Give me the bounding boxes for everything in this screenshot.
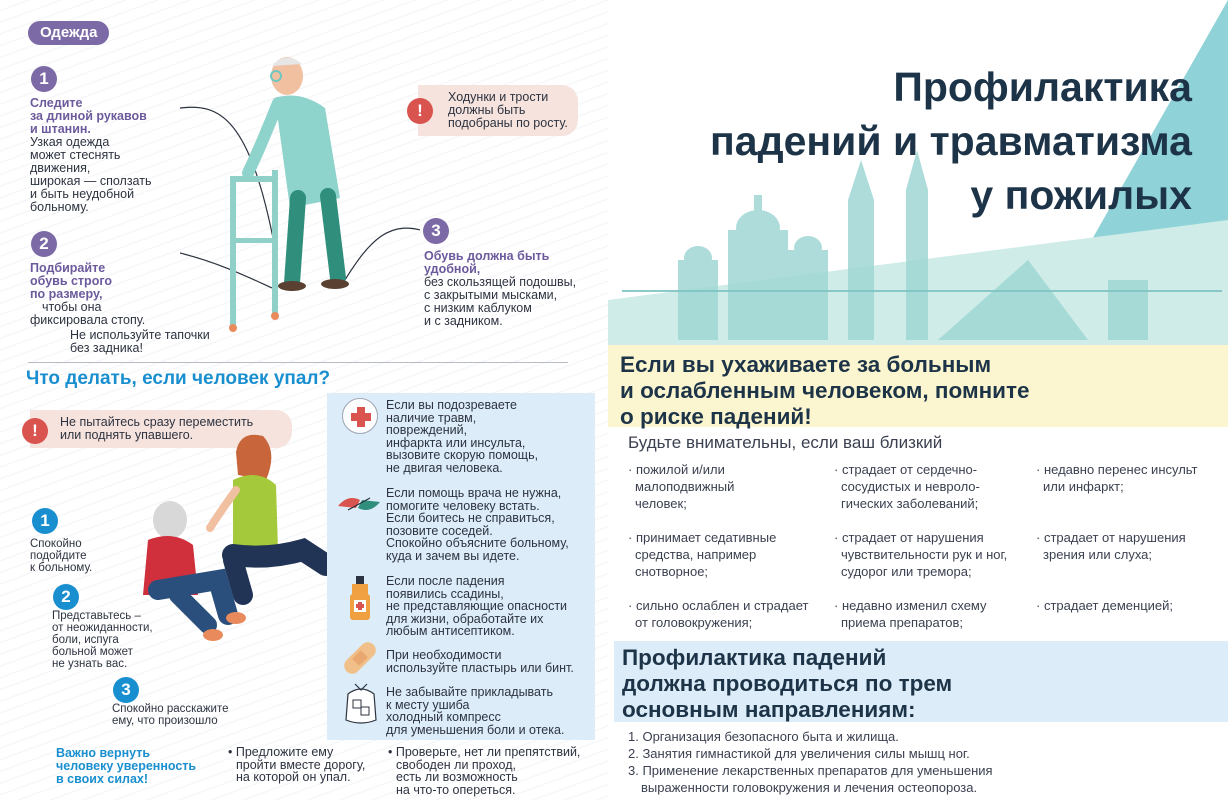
warning-line: подобраны по росту. xyxy=(448,116,568,130)
tip-line: не двигая человека. xyxy=(386,460,503,475)
walker-warning xyxy=(418,85,578,136)
tip-line: используйте пластырь или бинт. xyxy=(386,660,574,675)
step-text-line: Представьтесь – xyxy=(52,610,141,622)
warning-line: Ходунки и трости xyxy=(448,90,549,104)
risk-line: · принимает седативные xyxy=(628,530,777,545)
risk-line: гических заболеваний; xyxy=(841,496,979,511)
warning-icon: ! xyxy=(407,98,433,124)
tip-bandage xyxy=(386,649,591,674)
tip-line: позовите соседей. xyxy=(386,523,493,538)
risk-item xyxy=(628,529,828,597)
step-text-line: Спокойно xyxy=(30,538,82,550)
cold-compress-icon xyxy=(342,680,380,726)
hero-title-line: Профилактика xyxy=(893,64,1192,110)
risk-item xyxy=(1036,597,1226,614)
risk-line: · страдает от сердечно- xyxy=(834,462,978,477)
tip-text-line: с низким каблуком xyxy=(424,301,532,315)
tip-line: появились ссадины, xyxy=(386,586,504,601)
risk-item xyxy=(834,461,1039,529)
prevention-title-line: должна проводиться по трем xyxy=(622,671,953,696)
step-number-3: 3 xyxy=(423,218,449,244)
risk-item xyxy=(1036,529,1226,597)
care-title-line: о риске падений! xyxy=(620,404,812,429)
step-text-line: подойдите xyxy=(30,550,87,562)
tip-line: пройти вместе дорогу, xyxy=(236,757,366,772)
tip-bold-line: и штанин. xyxy=(30,122,91,136)
tip-text-line: Не используйте тапочки xyxy=(70,328,210,342)
prevention-title xyxy=(622,645,1222,723)
fallen-step-number-3: 3 xyxy=(113,677,139,703)
tip-line: Не забывайте прикладывать xyxy=(386,685,553,699)
tip-line: наличие травм, xyxy=(386,410,477,425)
tip-line: для уменьшения боли и отека. xyxy=(386,722,565,737)
important-note xyxy=(56,747,226,786)
antiseptic-bottle-icon xyxy=(346,574,374,622)
care-title xyxy=(620,352,1220,430)
tip-bold-line: Следите xyxy=(30,96,83,110)
risk-line: приема препаратов; xyxy=(841,615,964,630)
care-subhead: Будьте внимательны, если ваш близкий xyxy=(628,433,943,452)
tip-line: При необходимости xyxy=(386,648,502,662)
tip-line: не представляющие опасности xyxy=(386,599,568,613)
tip-text-line: широкая — сползать xyxy=(30,174,152,188)
risk-line: зрения или слуха; xyxy=(1043,547,1153,562)
step-text-line: боли, испуга xyxy=(52,634,119,646)
bottom-tip-obstacles xyxy=(388,746,603,796)
step-number-2: 2 xyxy=(31,231,57,257)
risk-line: · страдает от нарушения xyxy=(1036,530,1186,545)
risk-line: человек; xyxy=(635,496,687,511)
fallen-section-title: Что делать, если человек упал? xyxy=(26,368,331,389)
tip-text-line: и быть неудобной xyxy=(30,187,135,201)
risk-line: · страдает от нарушения xyxy=(834,530,984,545)
risk-item xyxy=(628,597,828,631)
risk-item xyxy=(834,597,1039,631)
tip-line: вызовите скорую помощь, xyxy=(386,448,539,462)
tip-line: • Проверьте, нет ли препятствий, xyxy=(388,745,581,759)
tip-bold-line: за длиной рукавов xyxy=(30,109,147,123)
tip-line: Спокойно объясните больному, xyxy=(386,536,569,550)
prevention-item: выраженности головокружения и лечения остеопороза. xyxy=(641,780,978,795)
step-text-line: к больному. xyxy=(30,562,93,574)
risk-line: · страдает деменцией; xyxy=(1036,598,1174,613)
risk-line: малоподвижный xyxy=(635,479,735,494)
warning-icon: ! xyxy=(22,418,48,444)
tip-text-line: без задника! xyxy=(70,341,143,355)
bandage-icon xyxy=(343,641,377,675)
tip-help-stand xyxy=(386,487,591,562)
risk-item xyxy=(1036,461,1226,529)
tip-bold-line: Обувь должна быть xyxy=(424,249,550,263)
tip-line: куда и зачем вы идете. xyxy=(386,548,520,563)
care-title-line: Если вы ухаживаете за больным xyxy=(620,352,992,377)
tip-line: • Предложите ему xyxy=(228,745,334,759)
risk-line: сосудистых и невроло- xyxy=(841,479,980,494)
clothing-pill: Одежда xyxy=(28,21,109,45)
tip-text-line: больному. xyxy=(30,200,89,214)
fallen-step-number-1: 1 xyxy=(32,508,58,534)
tip-line: на которой он упал. xyxy=(236,770,351,784)
risk-column-1 xyxy=(628,461,828,631)
risk-line: · сильно ослаблен и страдает xyxy=(628,598,809,613)
risk-item xyxy=(834,529,1039,597)
tip-line: помогите человеку встать. xyxy=(386,498,540,513)
warning-line: Не пытайтесь сразу переместить xyxy=(60,415,254,429)
risk-item xyxy=(628,461,828,529)
fallen-step-number-2: 2 xyxy=(53,584,79,610)
risk-line: чувствительности рук и ног, xyxy=(841,547,1008,562)
fallen-step-2 xyxy=(52,610,162,670)
risk-line: снотворное; xyxy=(635,564,709,579)
tip-line: на что-то опереться. xyxy=(396,782,516,797)
tip-text-line: фиксировала стопу. xyxy=(30,313,146,327)
hero-title-line: падений и травматизма xyxy=(710,118,1192,164)
tip-line: инфаркта или инсульта, xyxy=(386,435,526,450)
helping-hands-icon xyxy=(334,486,384,522)
prevention-item: 3. Применение лекарственных препаратов для уменьшения xyxy=(628,763,993,778)
important-line: человеку уверенность xyxy=(56,759,197,773)
step-text-line: больной может xyxy=(52,646,133,658)
prevention-list xyxy=(628,728,1218,796)
prevention-title-line: основным направлениям: xyxy=(622,697,916,722)
risk-line: судорог или тремора; xyxy=(841,564,972,579)
tip-bold-line: удобной, xyxy=(424,262,481,276)
tip-text-line: с закрытыми мысками, xyxy=(424,288,558,302)
tip-antiseptic xyxy=(386,575,591,638)
clothing-tip-1 xyxy=(30,97,180,214)
step-text-line: Спокойно расскажите xyxy=(112,703,229,715)
risk-line: средства, например xyxy=(635,547,757,562)
risk-column-2 xyxy=(834,461,1039,631)
tip-line: Если помощь врача не нужна, xyxy=(386,486,562,500)
tip-line: Если после падения xyxy=(386,574,505,588)
tip-text-line: Узкая одежда xyxy=(30,135,110,149)
hero-title xyxy=(600,60,1192,222)
risk-line: или инфаркт; xyxy=(1043,479,1124,494)
risk-line: · пожилой и/или xyxy=(628,462,725,477)
fallen-step-1 xyxy=(30,538,130,574)
tip-bold-line: Подбирайте xyxy=(30,261,106,275)
tip-line: к месту ушиба xyxy=(386,697,470,712)
tip-ambulance xyxy=(386,399,591,474)
prevention-title-line: Профилактика падений xyxy=(622,645,887,670)
risk-line: · недавно изменил схему xyxy=(834,598,987,613)
clothing-tip-2 xyxy=(30,262,180,327)
step-text-line: от неожиданности, xyxy=(52,622,153,634)
risk-line: · недавно перенес инсульт xyxy=(1036,462,1198,477)
tip-bold-line: обувь строго xyxy=(30,274,113,288)
elderly-man-walker-illustration xyxy=(180,48,420,338)
tip-line: свободен ли проход, xyxy=(396,757,516,772)
tip-text-line: может стеснять xyxy=(30,148,121,162)
tip-text-line: чтобы она xyxy=(42,300,102,314)
risk-line: от головокружения; xyxy=(635,615,753,630)
bottom-tip-road xyxy=(228,746,388,784)
tip-line: Если вы подозреваете xyxy=(386,398,518,412)
important-line: Важно вернуть xyxy=(56,746,151,760)
tip-line: повреждений, xyxy=(386,423,468,437)
tip-text-line: движения, xyxy=(30,161,91,175)
tip-line: есть ли возможность xyxy=(396,770,518,784)
tip-line: холодный компресс xyxy=(386,710,501,724)
tip-cold-compress xyxy=(386,686,591,736)
tip-text-line: без скользящей подошвы, xyxy=(424,275,577,289)
step-number-1: 1 xyxy=(31,66,57,92)
tip-text-line: и с задником. xyxy=(424,314,503,328)
tip-line: Если боитесь не справиться, xyxy=(386,511,555,525)
warning-line: должны быть xyxy=(448,103,526,117)
warning-line: или поднять упавшего. xyxy=(60,428,194,442)
fallen-step-3 xyxy=(112,703,242,727)
prevention-item: 2. Занятия гимнастикой для увеличения силы мышц ног. xyxy=(628,746,970,761)
important-line: в своих силах! xyxy=(56,772,149,786)
medical-cross-icon xyxy=(342,398,378,434)
hero-title-line: у пожилых xyxy=(970,172,1192,218)
clothing-tip-3 xyxy=(424,250,594,328)
step-text-line: не узнать вас. xyxy=(52,658,128,670)
tip-line: любым антисептиком. xyxy=(386,624,515,638)
prevention-item: 1. Организация безопасного быта и жилища. xyxy=(628,729,899,744)
risk-column-3 xyxy=(1036,461,1226,614)
step-text-line: ему, что произошло xyxy=(112,715,218,727)
tip-bold-line: по размеру, xyxy=(30,287,103,301)
section-divider xyxy=(28,362,568,363)
care-title-line: и ослабленным человеком, помните xyxy=(620,378,1030,403)
tip-line: для жизни, обработайте их xyxy=(386,611,544,626)
